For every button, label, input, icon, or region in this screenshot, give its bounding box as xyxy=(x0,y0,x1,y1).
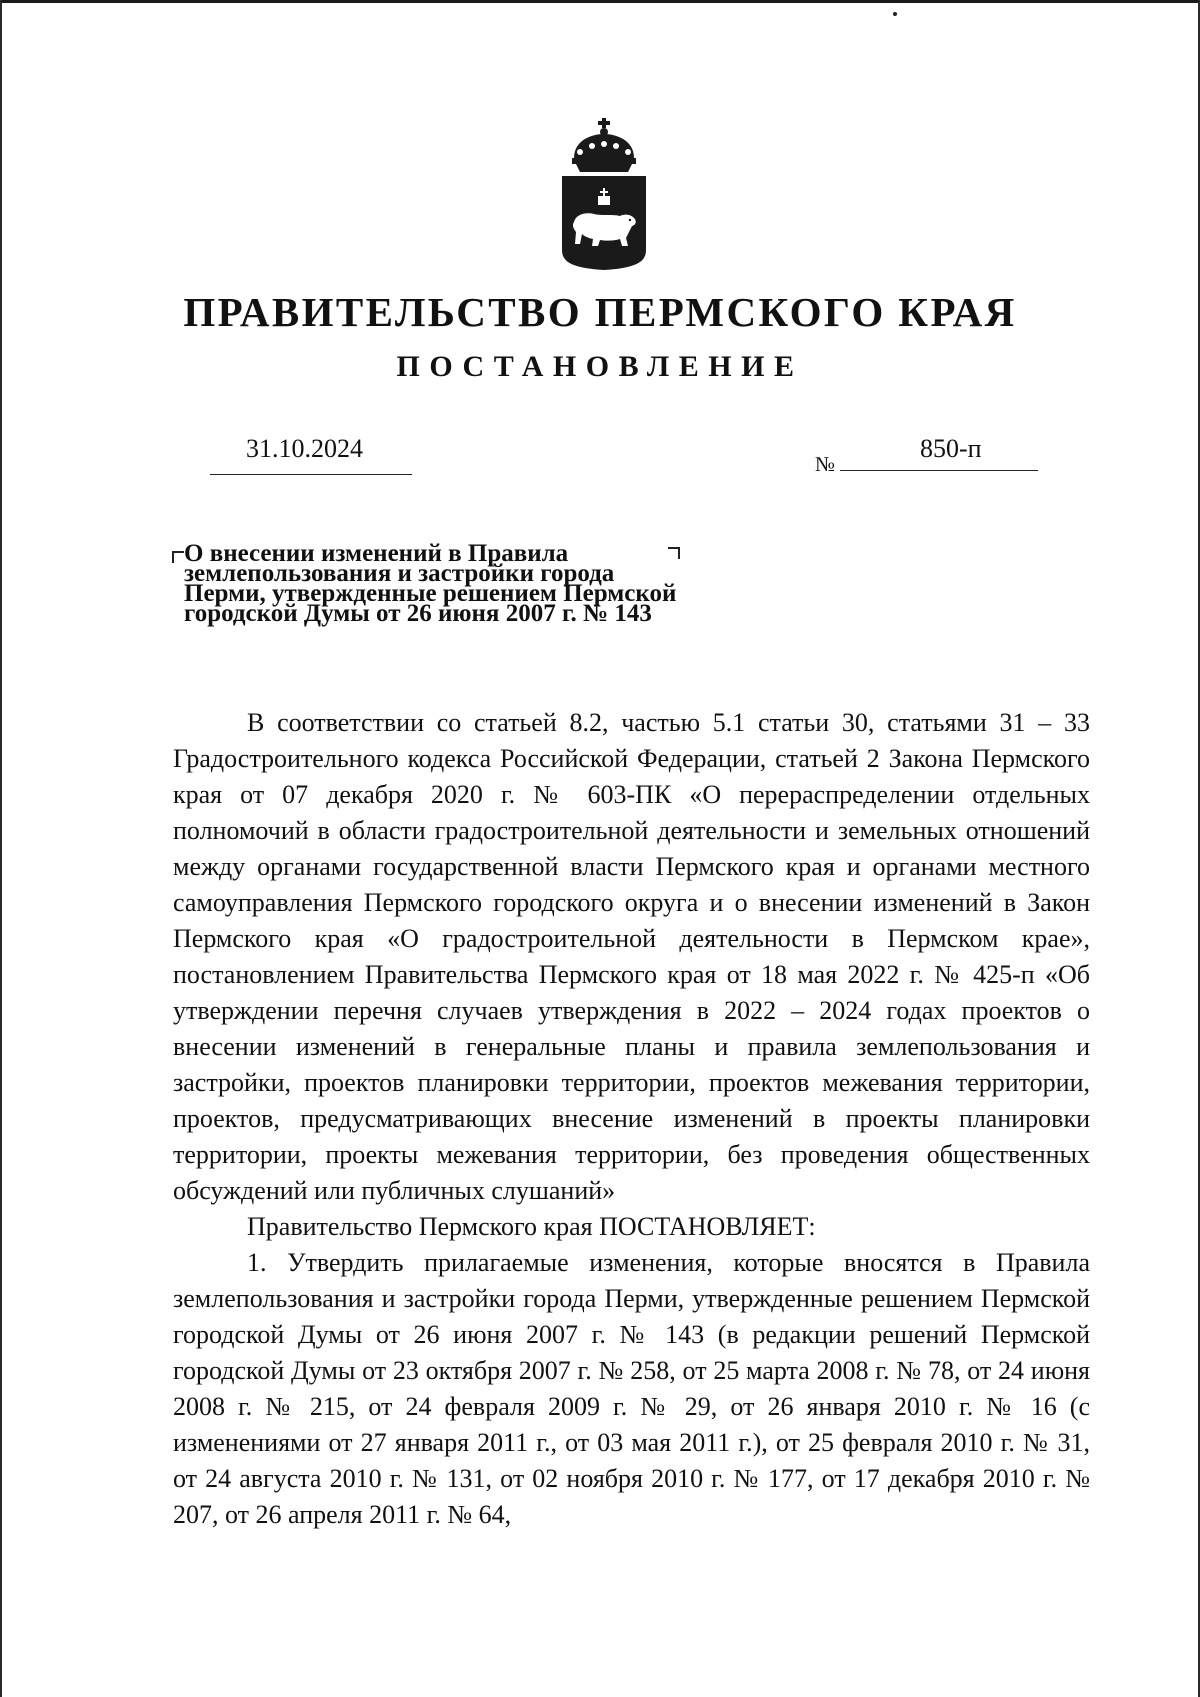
document-date: 31.10.2024 xyxy=(246,434,363,463)
coat-of-arms-icon xyxy=(558,118,650,270)
document-body xyxy=(173,705,1090,1533)
government-title: ПРАВИТЕЛЬСТВО ПЕРМСКОГО КРАЯ xyxy=(183,289,1017,335)
preamble-paragraph: В соответствии со статьей 8.2, частью 5.1 статьи 30, статьями 31 – 33 Градостроительного кодекса Российской Федерации, статьей 2 Закона Пермского края от 07 декабря 2020 г. № 603-ПК «О перераспределении отдельных полномочий в области градостроительной деятельности и земельных отношений между органами государственной власти Пермского края и органами местного самоуправления Пермского городского округа и о внесении изменений в Закон Пермского края «О градостроительной деятельности в Пермском крае», постановлением Правительства Пермского края от 18 мая 2022 г. № 425-п «Об утверждении перечня случаев утверждения в 2022 – 2024 годах проектов о внесении изменений в генеральные планы и правила землепользования и застройки, проектов планировки территории, проектов межевания территории, проектов, предусматривающих внесение изменений в проекты планировки территории, проекты межевания территории, без проведения общественных обсуждений или публичных слушаний» xyxy=(173,708,1090,1205)
scan-speck xyxy=(893,12,897,16)
subject-line: О внесении изменений в Правила xyxy=(184,540,569,567)
date-field xyxy=(210,430,412,475)
document-type: ПОСТАНОВЛЕНИЕ xyxy=(396,350,804,383)
page-border-top xyxy=(0,0,1200,3)
number-sign: № xyxy=(815,452,836,476)
subject-line: городской Думы от 26 июня 2007 г. № 143 xyxy=(184,600,652,627)
page-border-left xyxy=(0,0,2,1697)
document-number: 850-п xyxy=(920,434,982,463)
clause-1-paragraph: 1. Утвердить прилагаемые изменения, которые вносятся в Правила землепользования и застройки города Перми, утвержденные решением Пермской городской Думы от 26 июня 2007 г. № 143 (в редакции решений Пермской городской Думы от 23 октября 2007 г. № 258, от 25 марта 2008 г. № 78, от 24 июня 2008 г. № 215, от 24 февраля 2009 г. № 29, от 26 января 2010 г. № 16 (с изменениями от 27 января 2011 г., от 03 мая 2011 г.), от 25 февраля 2010 г. № 31, от 24 августа 2010 г. № 131, от 02 ноября 2010 г. № 177, от 17 декабря 2010 г. № 207, от 26 апреля 2011 г. № 64, xyxy=(173,1248,1090,1529)
subject-corner-mark xyxy=(172,551,174,563)
subject-line: землепользования и застройки города xyxy=(184,560,615,587)
subject-line: Перми, утвержденные решением Пермской xyxy=(184,580,677,607)
document-subject xyxy=(184,540,744,627)
resolution-statement: Правительство Пермского края ПОСТАНОВЛЯЕТ: xyxy=(247,1212,816,1241)
number-field xyxy=(840,430,1038,471)
